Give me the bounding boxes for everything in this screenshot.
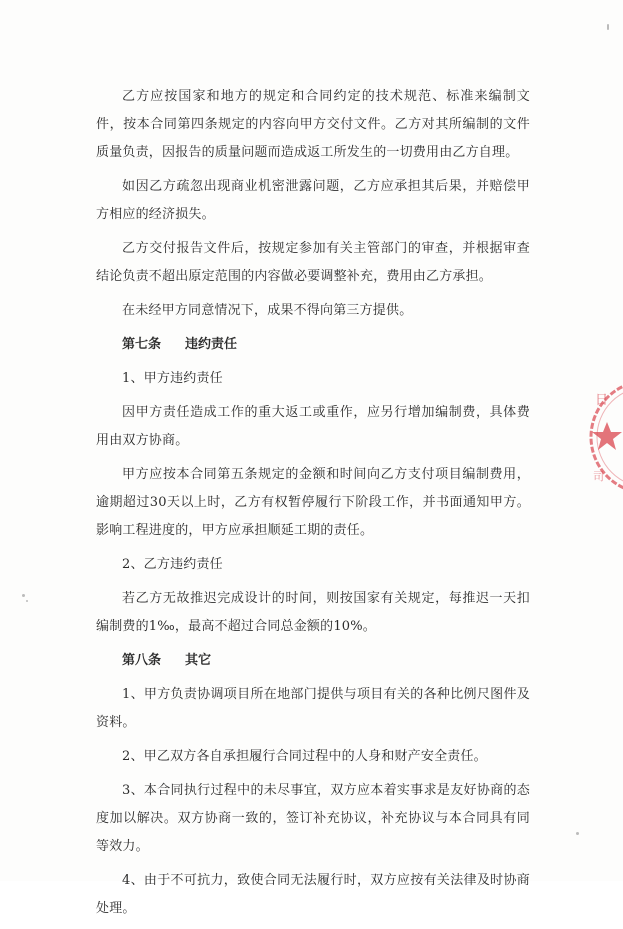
paragraph-payment: 甲方应按本合同第五条规定的金额和时间向乙方支付项目编制费用，逾期超过30天以上时，乙方有权暂停履行下阶段工作，并书面通知甲方。影响工程进度的，甲方应承担顺延工期的责任。: [96, 467, 530, 538]
scan-speck: [576, 832, 579, 835]
paragraph-third-party: 在未经甲方同意情况下，成果不得向第三方提供。: [122, 303, 413, 318]
paragraph-other-2: 2、甲乙双方各自承担履行合同过程中的人身和财产安全责任。: [122, 749, 487, 764]
paragraph-review: 乙方交付报告文件后，按规定参加有关主管部门的审查，并根据审查结论负责不超出原定范围的内容做必要调整补充，费用由乙方承担。: [96, 241, 530, 284]
section-heading-7: [96, 331, 530, 359]
scan-speck: [607, 24, 609, 30]
paragraph-confidentiality: 如因乙方疏忽出现商业机密泄露问题，乙方应承担其后果，并赔偿甲方相应的经济损失。: [96, 179, 530, 222]
svg-text:日: 日: [595, 393, 609, 408]
red-seal-stamp: [585, 372, 623, 502]
section-number: 第八条: [122, 653, 162, 668]
paragraph-quality: 乙方应按国家和地方的规定和合同约定的技术规范、标准来编制文件，按本合同第四条规定的内容向甲方交付文件。乙方对其所编制的文件质量负责，因报告的质量问题而造成返工所发生的一切费用由乙方自理。: [96, 89, 530, 160]
section-heading-8: [96, 647, 530, 675]
scan-speck: [26, 600, 28, 602]
section-number: 第七条: [122, 337, 162, 352]
subheading-party-a: 1、甲方违约责任: [122, 371, 223, 386]
paragraph-other-3: 3、本合同执行过程中的未尽事宜，双方应本着实事求是友好协商的态度加以解决。双方协商一致的，签订补充协议，补充协议与本合同具有同等效力。: [96, 783, 530, 854]
svg-text:司: 司: [593, 470, 604, 483]
subheading-party-b: 2、乙方违约责任: [122, 557, 223, 572]
paragraph-rework: 因甲方责任造成工作的重大返工或重作，应另行增加编制费，具体费用由双方协商。: [96, 405, 530, 448]
document-body: [96, 83, 530, 929]
paragraph-other-1: 1、甲方负责协调项目所在地部门提供与项目有关的各种比例尺图件及资料。: [96, 687, 530, 730]
paragraph-delay: 若乙方无故推迟完成设计的时间，则按国家有关规定，每推迟一天扣编制费的1‰，最高不超过合同总金额的10%。: [96, 591, 530, 634]
paragraph-other-4: 4、由于不可抗力，致使合同无法履行时，双方应按有关法律及时协商处理。: [96, 873, 530, 916]
section-title: 违约责任: [185, 337, 238, 352]
section-title: 其它: [185, 653, 212, 668]
scan-speck: [22, 594, 25, 597]
